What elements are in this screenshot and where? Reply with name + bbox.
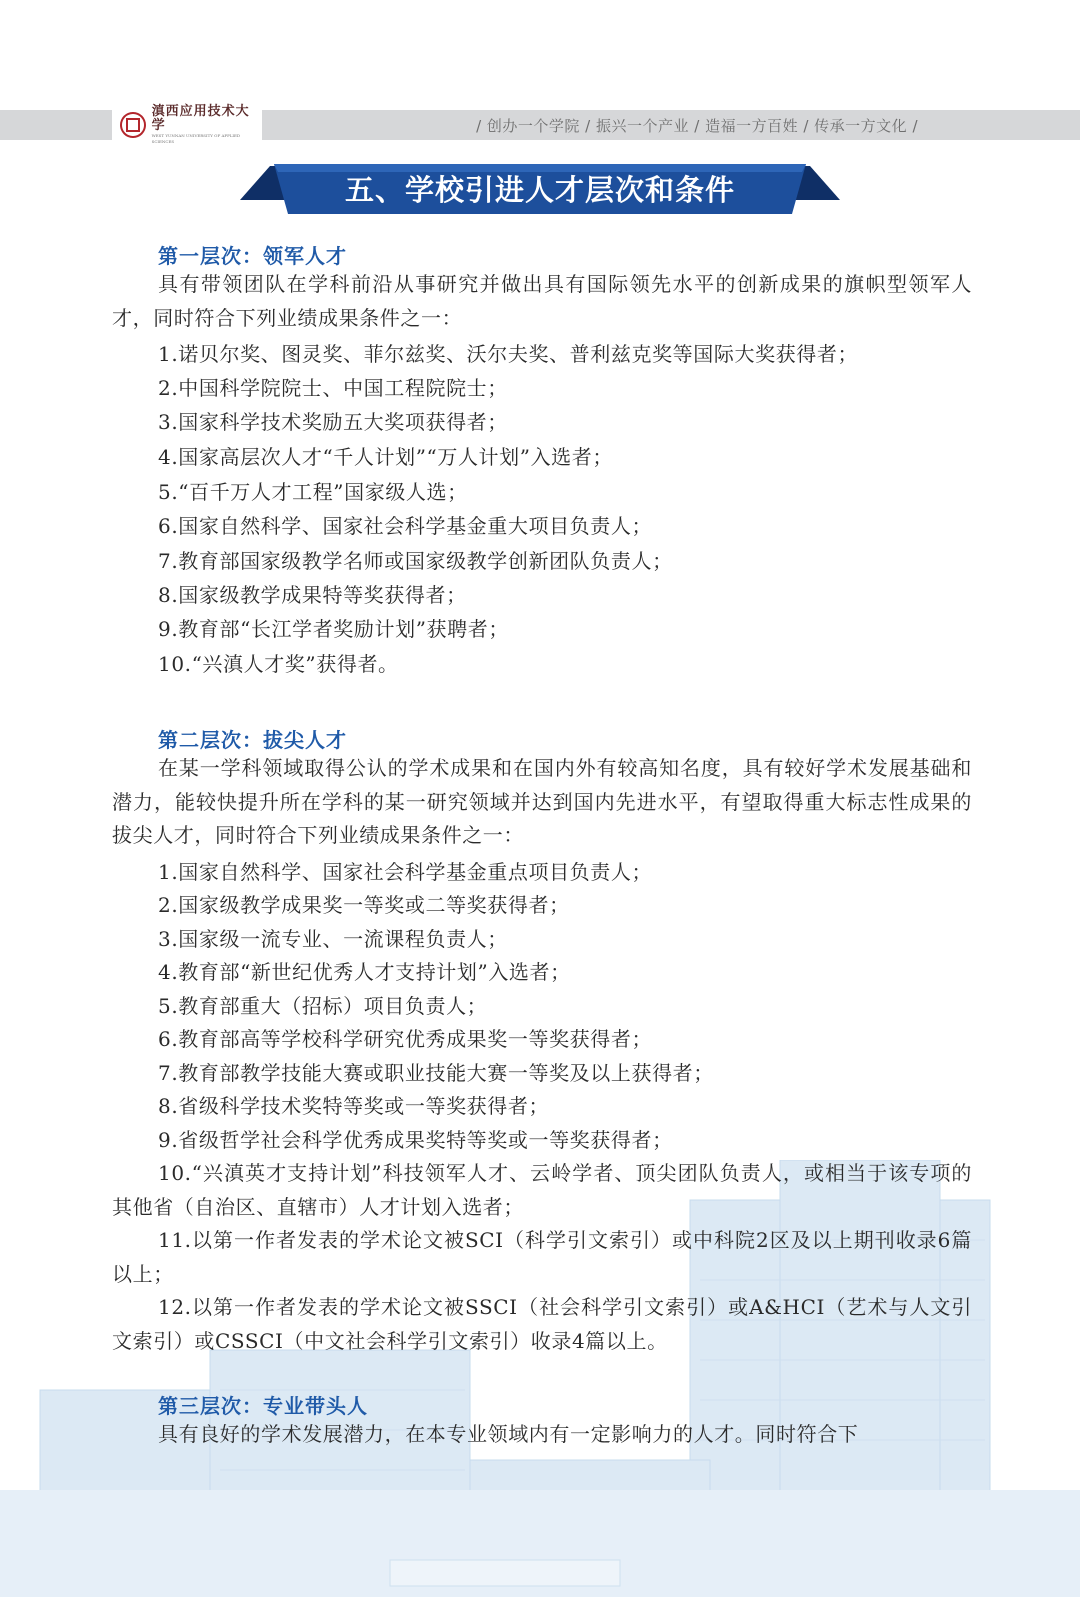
level2-item: 1.国家自然科学、国家社会科学基金重点项目负责人； [158,860,653,884]
seal-icon [120,112,146,138]
level1-item: 10.“兴滇人才奖”获得者。 [158,652,399,676]
level2-item: 6.教育部高等学校科学研究优秀成果奖一等奖获得者； [158,1027,653,1051]
level2-intro: 在某一学科领域取得公认的学术成果和在国内外有较高知名度，具有较好学术发展基础和潜力，能较快提升所在学科的某一研究领域并达到国内先进水平，有望取得重大标志性成果的拔尖人才，同时符合下列业绩成果条件之一： [112,756,972,847]
level2-item: 2.国家级教学成果奖一等奖或二等奖获得者； [158,893,570,917]
level1-heading: 第一层次：领军人才 [158,244,347,268]
logo-chinese-name: 滇西应用技术大学 [151,104,250,133]
level2-item: 10.“兴滇英才支持计划”科技领军人才、云岭学者、顶尖团队负责人，或相当于该专项的其他省（自治区、直辖市）人才计划入选者； [112,1161,972,1219]
level2-item: 9.省级哲学社会科学优秀成果奖特等奖或一等奖获得者； [158,1128,673,1152]
level1-item: 2.中国科学院院士、中国工程院院士； [158,376,508,400]
level1-item: 5.“百千万人才工程”国家级人选； [158,480,468,504]
level1-item: 3.国家科学技术奖励五大奖项获得者； [158,410,508,434]
level2-item: 4.教育部“新世纪优秀人才支持计划”入选者； [158,960,571,984]
level2-item: 8.省级科学技术奖特等奖或一等奖获得者； [158,1094,550,1118]
level3-heading: 第三层次：专业带头人 [158,1394,368,1418]
level1-item: 7.教育部国家级教学名师或国家级教学创新团队负责人； [158,549,673,573]
level1-item: 4.国家高层次人才“千人计划”“万人计划”入选者； [158,445,613,469]
logo-english-name: WEST YUNNAN UNIVERSITY OF APPLIED SCIENCES [151,133,241,144]
title-banner [240,162,840,218]
header-band [0,104,1080,144]
level2-item: 12.以第一作者发表的学术论文被SSCI（社会科学引文索引）或A&HCI（艺术与人文引文索引）或CSSCI（中文社会科学引文索引）收录4篇以上。 [112,1295,972,1353]
level2-item: 11.以第一作者发表的学术论文被SCI（科学引文索引）或中科院2区及以上期刊收录6篇以上； [112,1228,972,1286]
level2-item: 5.教育部重大（招标）项目负责人； [158,994,488,1018]
level1-item: 6.国家自然科学、国家社会科学基金重大项目负责人； [158,514,653,538]
level1-item: 1.诺贝尔奖、图灵奖、菲尔兹奖、沃尔夫奖、普利兹克奖等国际大奖获得者； [158,342,859,366]
level1-intro: 具有带领团队在学科前沿从事研究并做出具有国际领先水平的创新成果的旗帜型领军人才，同时符合下列业绩成果条件之一： [112,272,972,330]
level2-item: 7.教育部教学技能大赛或职业技能大赛一等奖及以上获得者； [158,1061,714,1085]
page-title: 五、学校引进人才层次和条件 [344,172,735,207]
level2-item: 3.国家级一流专业、一流课程负责人； [158,927,508,951]
level1-item: 9.教育部“长江学者奖励计划”获聘者； [158,617,509,641]
level3-intro: 具有良好的学术发展潜力，在本专业领域内有一定影响力的人才。同时符合下 [158,1422,859,1446]
level1-item: 8.国家级教学成果特等奖获得者； [158,583,467,607]
header-slogan: / 创办一个学院 / 振兴一个产业 / 造福一方百姓 / 传承一方文化 / [476,117,918,135]
university-logo [112,104,262,144]
level2-heading: 第二层次：拔尖人才 [158,728,347,752]
